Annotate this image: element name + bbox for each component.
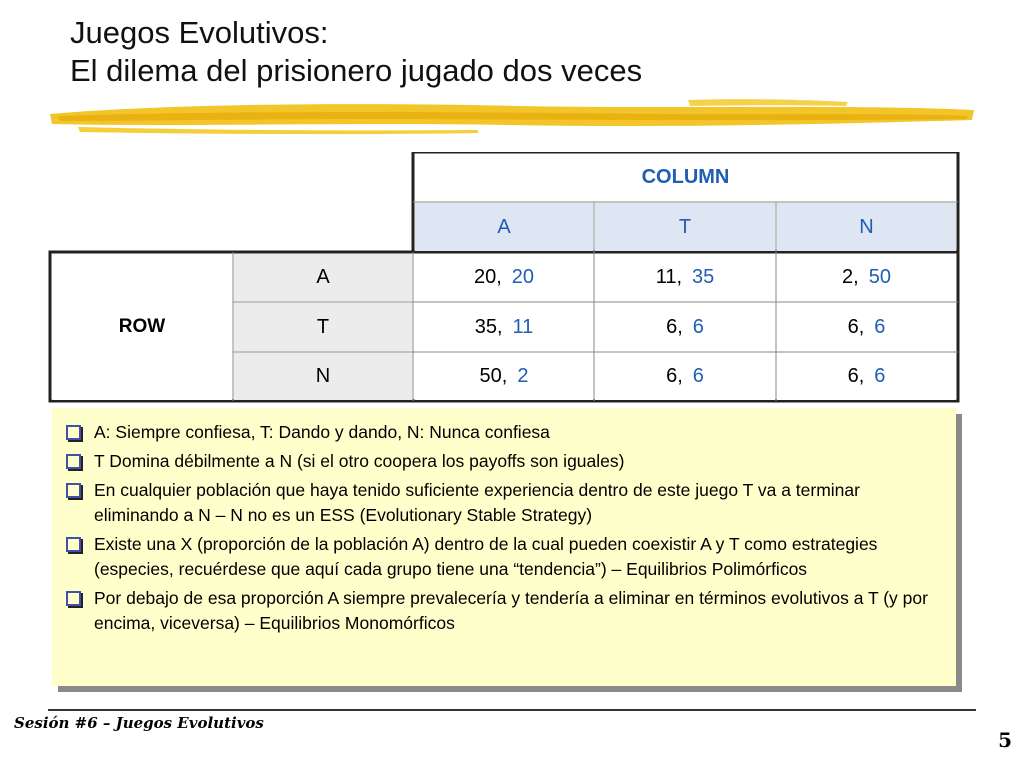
column-payoff: 6 <box>692 365 704 387</box>
list-item <box>64 586 936 636</box>
list-item <box>64 449 936 474</box>
row-payoff: 11, <box>655 266 683 288</box>
column-payoff: 6 <box>692 315 704 338</box>
payoff-matrix <box>48 152 960 404</box>
checkbox-bullet-icon <box>66 537 81 552</box>
column-header: COLUMN <box>415 154 956 201</box>
payoff-a-a <box>415 254 593 301</box>
column-payoff: 50 <box>868 266 891 288</box>
list-item <box>64 532 936 582</box>
column-payoff: 2 <box>517 365 529 387</box>
column-label-t: T <box>595 203 775 251</box>
row-payoff: 2, <box>842 266 859 288</box>
payoff-t-t <box>595 303 775 351</box>
list-item <box>64 420 936 445</box>
notes-box <box>52 408 956 686</box>
list-item <box>64 478 936 528</box>
footer-divider <box>48 709 976 711</box>
row-label-n: N <box>234 353 412 400</box>
list-item-text: Existe una X (proporción de la población A) dentro de la cual pueden coexistir A y T como estrategies (especies, recuérdese que aquí cada grupo tiene una “tendencia”) – Equilibrios Polimórficos <box>94 534 878 579</box>
highlighter-stroke <box>48 94 976 136</box>
column-label-a: A <box>415 203 593 251</box>
column-payoff: 6 <box>874 365 886 387</box>
row-payoff: 50, <box>479 365 508 387</box>
row-payoff: 6, <box>666 315 683 338</box>
row-label-t: T <box>234 303 412 351</box>
row-label-a: A <box>234 254 412 301</box>
payoff-n-n <box>777 353 956 400</box>
column-payoff: 11 <box>512 315 534 338</box>
title-line-1: Juegos Evolutivos: <box>70 15 329 50</box>
payoff-a-n <box>777 254 956 301</box>
column-payoff: 6 <box>874 315 886 338</box>
row-payoff: 6, <box>847 365 865 387</box>
payoff-t-n <box>777 303 956 351</box>
column-payoff: 20 <box>511 266 535 288</box>
row-payoff: 35, <box>474 315 503 338</box>
payoff-a-t <box>595 254 775 301</box>
payoff-t-a <box>415 303 593 351</box>
list-item-text: En cualquier población que haya tenido suficiente experiencia dentro de este juego T va a terminar eliminando a N – N no es un ESS (Evolutionary Stable Strategy) <box>94 480 860 525</box>
row-payoff: 6, <box>666 365 683 387</box>
slide-title <box>70 14 642 90</box>
checkbox-bullet-icon <box>66 425 81 440</box>
payoff-n-t <box>595 353 775 400</box>
page-number: 5 <box>998 728 1012 752</box>
checkbox-bullet-icon <box>66 483 81 498</box>
column-payoff: 35 <box>692 266 715 288</box>
notes-list <box>52 408 956 636</box>
payoff-n-a <box>415 353 593 400</box>
column-label-n: N <box>777 203 956 251</box>
title-line-2: El dilema del prisionero jugado dos veces <box>70 53 643 88</box>
footer-session: Sesión #6 – Juegos Evolutivos <box>14 714 264 732</box>
row-payoff: 6, <box>847 315 865 338</box>
list-item-text: Por debajo de esa proporción A siempre prevalecería y tendería a eliminar en términos evolutivos a T (y por encima, viceversa) – Equilibrios Monomórficos <box>94 588 928 633</box>
checkbox-bullet-icon <box>66 454 81 469</box>
row-header: ROW <box>52 254 232 400</box>
list-item-text: T Domina débilmente a N (si el otro coopera los payoffs son iguales) <box>94 451 625 471</box>
row-payoff: 20, <box>473 266 502 288</box>
list-item-text: A: Siempre confiesa, T: Dando y dando, N: Nunca confiesa <box>94 422 550 442</box>
checkbox-bullet-icon <box>66 591 81 606</box>
